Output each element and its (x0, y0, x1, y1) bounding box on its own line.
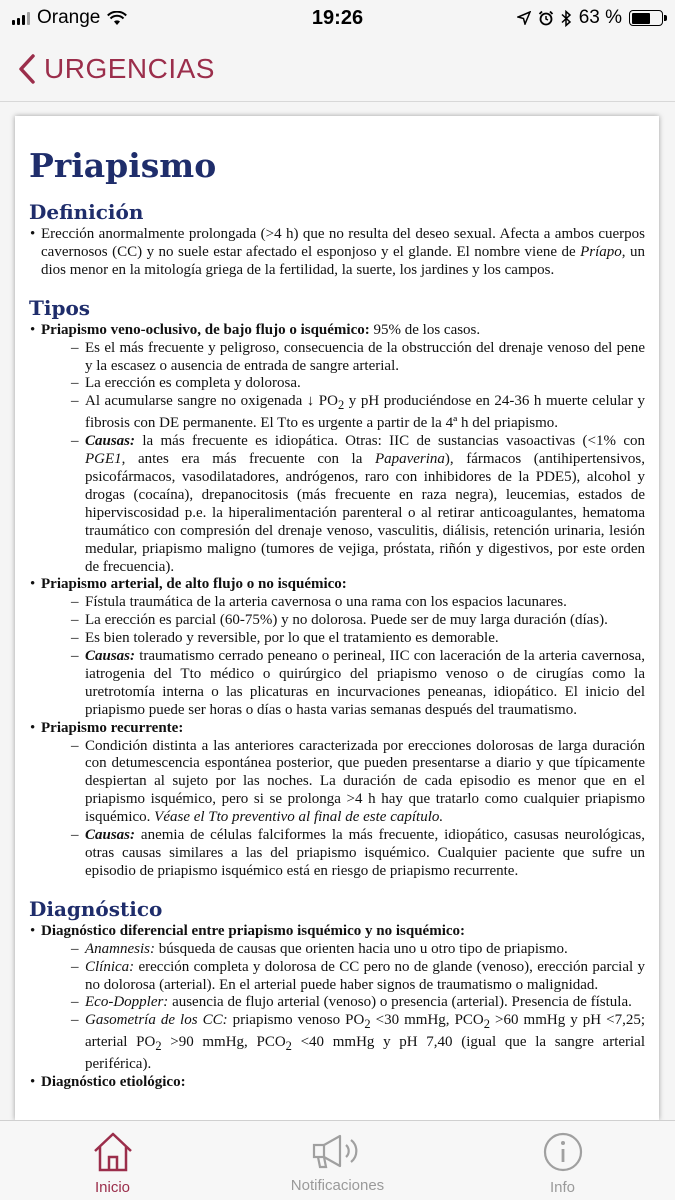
list-item: – Condición distinta a las anteriores caracterizada por erecciones dolorosas de larga duración con detumescencia espontánea posterior, que pueden presentarse a diario y que típicamente despiertan al sujeto por las noches. La duración de cada episodio es menor que en el priapismo isquémico, pero si se prolonga >4 h hay que tratarlo como cualquier priapismo isquémico. Véase el Tto preventivo al final de este capítulo. (73, 738, 645, 828)
list-item: – Al acumularse sangre no oxigenada ↓ $PO_2$ y pH produciéndose en 24-36 h muerte celular y fibrosis con DE permanente. El Tto es urgente a partir de la 4ª h del priapismo. (73, 393, 645, 433)
alarm-icon (538, 10, 554, 26)
wifi-icon (107, 11, 127, 26)
status-right (517, 7, 663, 29)
location-arrow-icon (517, 11, 531, 25)
list-item: – Clínica: erección completa y dolorosa de CC pero no de glande (venoso), erección parcial y no dolorosa (arterial). En el arterial puede haber signos de traumatismo o malignidad. (73, 959, 645, 995)
diagnostico-etiologico: • Diagnóstico etiológico: (29, 1074, 645, 1092)
diferencial-sublist (73, 941, 645, 1074)
section-heading-diagnostico: Diagnóstico (29, 896, 163, 921)
list-item: – Causas: traumatismo cerrado peneano o perineal, IIC con laceración de la arteria cavernosa, iatrogenia del Tto médico o quirúrgico del priapismo venoso o de cirugías como la uretrotomía interna o las plicaturas en incurvaciones peneanas, idiopático. El inicio del priapismo puede ser horas o días o hasta varias semanas después del traumatismo. (73, 648, 645, 720)
back-label: URGENCIAS (44, 52, 215, 84)
list-item: – Gasometría de los CC: priapismo venoso $PO_2 <30$ mmHg, $PCO_2 >60$ mmHg y pH <7,25; arterial $PO_2 >90$ mmHg, $PCO_2 <40$ mmHg y pH 7,40 (igual que la sangre arterial periférica). (73, 1012, 645, 1074)
nav-bar (0, 36, 675, 102)
tipo-veno-oclusivo: • Priapismo veno-oclusivo, de bajo flujo o isquémico: 95% de los casos. – Es el más frecuente y peligroso, consecuencia de la obstrucción del drenaje venoso del pene y la escasez o ausencia de entrada de sangre arterial. – La erección es completa y dolorosa. – Al acumularse sangre no oxigenada ↓ $PO_2$ y pH produciéndose en 24-36 h muerte celular y fibrosis con DE permanente. El Tto es urgente a partir de la 4ª h del priapismo. – Causas: la más frecuente es idiopática. Otras: IIC de sustancias vasoactivas (<1% con PGE1, antes era más frecuente con la Papaverina), fármacos (antihipertensivos, psicofármacos, vasodilatadores, andrógenos, raro con inhibidores de la PDE5), alcohol y drogas (cocaína), drepanocitosis (más frecuente en raza negra), leucemias, estados de hiperviscosidad p.e. la hiperalimentación parenteral o al retirar anticoagulantes, hematoma traumático con compresión del drenaje venoso, vasculitis, diálisis, retención urinaria, lesión medular, priapismo maligno (tumores de vejiga, próstata, riñón y digestivos, por este orden de frecuencia). (29, 322, 645, 577)
signal-icon (12, 11, 30, 25)
list-item: – Causas: anemia de células falciformes la más frecuente, idiopático, casusas neurológicas, otras causas similares a las del priapismo isquémico. Cualquier paciente que sufre un episodio de priapismo isquémico está en riesgo de priapismo recurrente. (73, 827, 645, 881)
list-item: – La erección es parcial (60-75%) y no dolorosa. Puede ser de muy larga duración (días). (73, 612, 645, 630)
diagnostico-list (29, 923, 645, 1092)
tab-info[interactable] (450, 1121, 675, 1200)
back-button[interactable] (18, 53, 215, 85)
tab-notificaciones[interactable] (225, 1121, 450, 1200)
section-heading-tipos: Tipos (29, 295, 91, 320)
battery-icon (629, 10, 663, 26)
status-time: 19:26 (311, 6, 364, 29)
megaphone-icon (310, 1131, 366, 1171)
tab-label: Info (549, 1179, 576, 1196)
bluetooth-icon (561, 10, 572, 27)
carrier-name: Orange (37, 7, 101, 28)
tab-bar (0, 1120, 675, 1200)
section-heading-definicion: Definición (29, 200, 144, 224)
status-bar (0, 0, 675, 36)
tipo-recurrente: • Priapismo recurrente: – Condición distinta a las anteriores caracterizada por erecciones dolorosas de larga duración con detumescencia espontánea posterior, que pueden presentarse a diario y que típicamente despiertan al sujeto por las noches. La duración de cada episodio es menor que en el priapismo isquémico, pero si se prolonga >4 h hay que tratarlo como cualquier priapismo isquémico. Véase el Tto preventivo al final de este capítulo. – Causas: anemia de células falciformes la más frecuente, idiopático, casusas neurológicas, otras causas similares a las del priapismo isquémico. Cualquier paciente que sufre un episodio de priapismo isquémico está en riesgo de priapismo recurrente. (29, 720, 645, 881)
recurrente-sublist (73, 738, 645, 881)
list-item: – La erección es completa y dolorosa. (73, 375, 645, 393)
list-item: – Anamnesis: búsqueda de causas que orienten hacia uno u otro tipo de priapismo. (73, 941, 645, 959)
info-icon (542, 1131, 584, 1173)
diagnostico-diferencial: • Diagnóstico diferencial entre priapismo isquémico y no isquémico: – Anamnesis: búsqueda de causas que orienten hacia uno u otro tipo de priapismo. – Clínica: erección completa y dolorosa de CC pero no de glande (venoso), erección parcial y no dolorosa (arterial). En el arterial puede haber signos de traumatismo o malignidad. – Eco-Doppler: ausencia de flujo arterial (venoso) o presencia (arterial). Presencia de fístula. – Gasometría de los CC: priapismo venoso $PO_2 <30$ mmHg, $PCO_2 >60$ mmHg y pH <7,25; arterial $PO_2 >90$ mmHg, $PCO_2 <40$ mmHg y pH 7,40 (igual que la sangre arterial periférica). (29, 923, 645, 1074)
chevron-left-icon (18, 54, 36, 84)
list-item: – Eco-Doppler: ausencia de flujo arterial (venoso) o presencia (arterial). Presencia de fístula. (73, 994, 645, 1012)
tab-label: Inicio (94, 1179, 131, 1196)
tipos-list (29, 322, 645, 881)
list-item: – Es bien tolerado y reversible, por lo que el tratamiento es demorable. (73, 630, 645, 648)
tipo-arterial: • Priapismo arterial, de alto flujo o no isquémico: – Fístula traumática de la arteria cavernosa o una rama con los espacios lacunares. – La erección es parcial (60-75%) y no dolorosa. Puede ser de muy larga duración (días). – Es bien tolerado y reversible, por lo que el tratamiento es demorable. – Causas: traumatismo cerrado peneano o perineal, IIC con laceración de la arteria cavernosa, iatrogenia del Tto médico o quirúrgico del priapismo venoso o de cirugías como la uretrotomía interna o las plicaturas en incurvaciones peneanas, idiopático. El inicio del priapismo puede ser horas o días o hasta varias semanas después del traumatismo. (29, 576, 645, 719)
list-item: – Es el más frecuente y peligroso, consecuencia de la obstrucción del drenaje venoso del pene y la escasez o ausencia de entrada de sangre arterial. (73, 340, 645, 376)
status-left (12, 7, 127, 29)
page-title: Priapismo (29, 146, 217, 185)
tab-label: Notificaciones (290, 1177, 385, 1194)
battery-percent: 63 % (578, 7, 622, 28)
home-icon (91, 1131, 135, 1173)
definicion-list (29, 226, 645, 280)
list-item: – Fístula traumática de la arteria cavernosa o una rama con los espacios lacunares. (73, 594, 645, 612)
document-page[interactable] (15, 116, 659, 1120)
tab-inicio[interactable] (0, 1121, 225, 1200)
arterial-sublist (73, 594, 645, 719)
veno-sublist (73, 340, 645, 577)
list-item: – Causas: la más frecuente es idiopática. Otras: IIC de sustancias vasoactivas (<1% con PGE1, antes era más frecuente con la Papaverina), fármacos (antihipertensivos, psicofármacos, vasodilatadores, andrógenos, raro con inhibidores de la PDE5), alcohol y drogas (cocaína), drepanocitosis (más frecuente en raza negra), leucemias, estados de hiperviscosidad p.e. la hiperalimentación parenteral o al retirar anticoagulantes, hematoma traumático con compresión del drenaje venoso, vasculitis, diálisis, retención urinaria, lesión medular, priapismo maligno (tumores de vejiga, próstata, riñón y digestivos, por este orden de frecuencia). (73, 433, 645, 576)
definicion-item: • Erección anormalmente prolongada (>4 h) que no resulta del deseo sexual. Afecta a ambos cuerpos cavernosos (CC) y no suele estar afectado el esponjoso y el glande. El nombre viene de Príapo, un dios menor en la mitología griega de la fertilidad, la suerte, los jardines y los campos. (29, 226, 645, 280)
battery-level (632, 13, 650, 24)
